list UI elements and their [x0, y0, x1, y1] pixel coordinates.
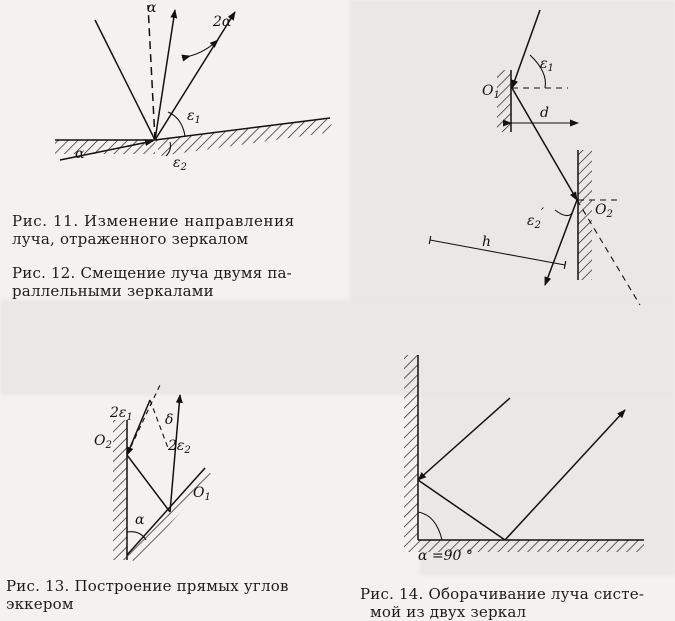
- caption-fig14-line1: Рис. 14. Оборачивание луча систе-: [360, 585, 645, 603]
- caption-fig14-line2: мой из двух зеркал: [370, 603, 527, 621]
- incident-ray: [418, 398, 510, 480]
- reflected-ray-1: [155, 10, 175, 140]
- normal-line: [148, 5, 155, 140]
- caption-fig11-line1: Рис. 11. Изменение направления: [12, 212, 295, 230]
- angle-arc-2alpha: [190, 40, 218, 56]
- caption-fig14: [360, 585, 644, 621]
- mirror-lower: [578, 150, 592, 280]
- mirror-upper: [497, 70, 511, 132]
- label-2alpha: 2α: [213, 14, 232, 30]
- middle-ray: [127, 455, 170, 512]
- caption-fig13-line2: эккером: [6, 595, 74, 613]
- figure-14: [404, 355, 644, 564]
- mirror-horizontal: [55, 140, 155, 154]
- dimension-h: [430, 240, 565, 265]
- exit-ray: [505, 410, 625, 540]
- aux-ray: [95, 20, 155, 140]
- caption-fig11-line2: луча, отраженного зеркалом: [12, 230, 249, 248]
- label-angle-90: α =90 °: [418, 548, 473, 564]
- ray-segment: [418, 480, 505, 540]
- mirror-vertical: [404, 355, 418, 540]
- label-d: d: [540, 105, 549, 121]
- label-alpha: α: [135, 512, 145, 528]
- label-h: h: [482, 234, 492, 250]
- label-eps2: $\varepsilon_2'$: [527, 206, 545, 231]
- label-O1: $O_1$: [193, 485, 211, 503]
- label-alpha-top: α: [147, 0, 157, 16]
- label-delta: δ: [165, 412, 174, 428]
- label-eps2: $\varepsilon_2$: [173, 155, 187, 173]
- angle-arc-eps2: [555, 210, 573, 216]
- caption-fig13: [6, 577, 289, 613]
- angle-arc-90: [418, 512, 442, 540]
- incident-ray: [512, 10, 540, 88]
- label-O2: $O_2$: [94, 433, 112, 451]
- caption-fig12-line2: раллельными зеркалами: [12, 282, 214, 300]
- label-alpha-left: α: [75, 146, 85, 162]
- caption-fig12-line1: Рис. 12. Смещение луча двумя па-: [12, 264, 292, 282]
- label-O2: $O_2$: [595, 202, 613, 220]
- label-2eps1: $2\varepsilon_1$: [110, 405, 133, 423]
- label-2eps2: $2\varepsilon_2$: [168, 438, 191, 456]
- caption-fig13-line1: Рис. 13. Построение прямых углов: [6, 577, 289, 595]
- figure-11: [55, 0, 333, 173]
- label-eps1: $\varepsilon_1$: [540, 56, 554, 74]
- incident-ray: [127, 400, 150, 455]
- label-O1: $O_1$: [482, 83, 500, 101]
- caption-fig12: [12, 264, 292, 300]
- mirror-vertical: [113, 420, 127, 560]
- label-eps1: $\varepsilon_1$: [187, 108, 201, 126]
- figure-13: [94, 385, 213, 563]
- figure-12: [430, 10, 640, 305]
- caption-fig11: [12, 212, 295, 248]
- mirror-tilted: [155, 118, 333, 156]
